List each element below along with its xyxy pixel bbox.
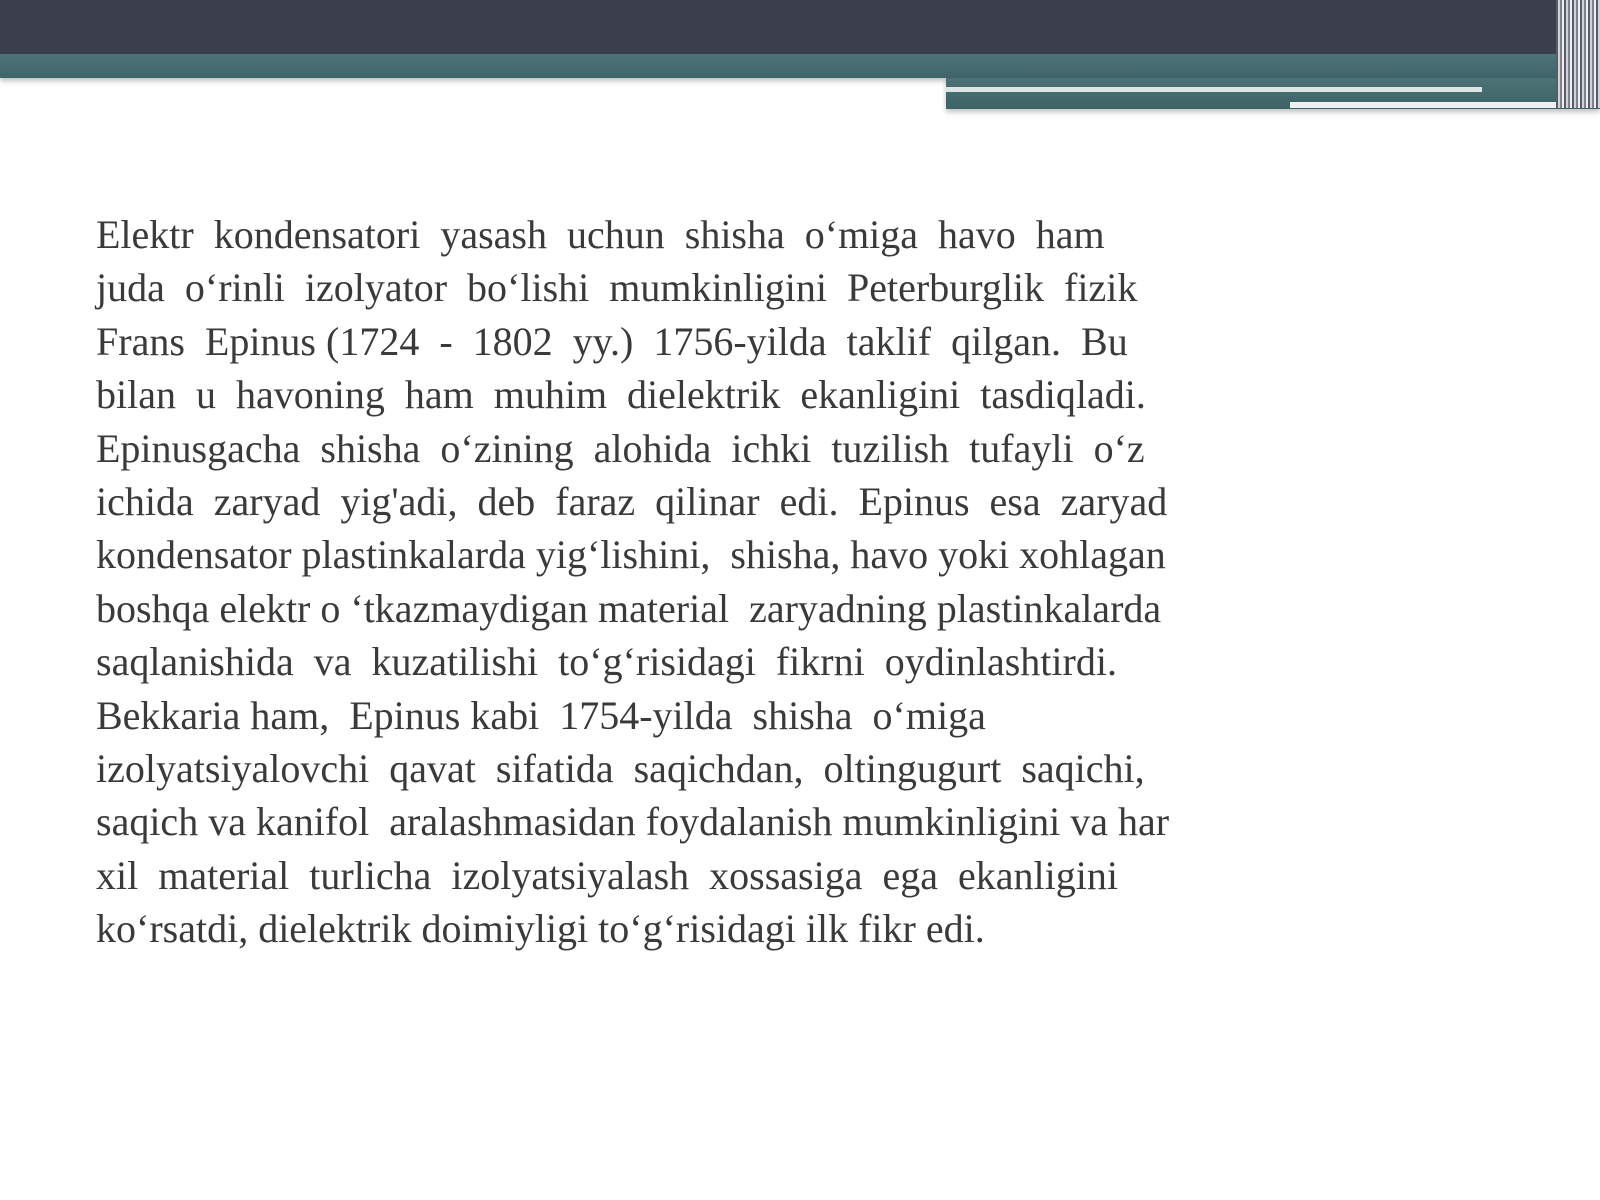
body-line-11: izolyatsiyalovchi qavat sifatida saqichdan, oltingugurt saqichi,	[96, 746, 1145, 792]
body-line-4: bilan u havoning ham muhim dielektrik ekanligini tasdiqladi.	[96, 372, 1146, 418]
body-line-3: Frans Epinus (1724 - 1802 yy.) 1756-yilda taklif qilgan. Bu	[96, 318, 1128, 364]
body-line-10: Bekkaria ham, Epinus kabi 1754-yilda shisha o‘miga	[96, 692, 986, 738]
body-line-13: xil material turlicha izolyatsiyalash xossasiga ega ekanligini	[96, 852, 1118, 898]
header-accent-line-short	[1290, 102, 1570, 108]
body-line-14: ko‘rsatdi, dielektrik doimiyligi to‘g‘risidagi ilk fikr edi.	[96, 906, 985, 952]
header-teal-band	[0, 54, 1600, 78]
body-text	[96, 208, 1296, 956]
body-line-7: kondensator plastinkalarda yig‘lishini, shisha, havo yoki xohlagan	[96, 532, 1166, 578]
body-line-6: ichida zaryad yig'adi, deb faraz qilinar edi. Epinus esa zaryad	[96, 479, 1168, 525]
header-dark-bar	[0, 0, 1600, 54]
header-accent-line	[946, 87, 1482, 92]
header-stripe-decoration	[1556, 0, 1600, 108]
body-line-8: boshqa elektr o ‘tkazmaydigan material zaryadning plastinkalarda	[96, 585, 1162, 631]
body-line-12: saqich va kanifol aralashmasidan foydalanish mumkinligini va har	[96, 799, 1170, 845]
body-line-5: Epinusgacha shisha o‘zining alohida ichki tuzilish tufayli o‘z	[96, 425, 1145, 471]
body-line-1: Elektr kondensatori yasash uchun shisha o‘miga havo ham	[96, 212, 1105, 257]
body-line-2: juda o‘rinli izolyator bo‘lishi mumkinligini Peterburglik fizik	[96, 265, 1138, 311]
body-line-9: saqlanishida va kuzatilishi to‘g‘risidagi fikrni oydinlashtirdi.	[96, 639, 1117, 685]
